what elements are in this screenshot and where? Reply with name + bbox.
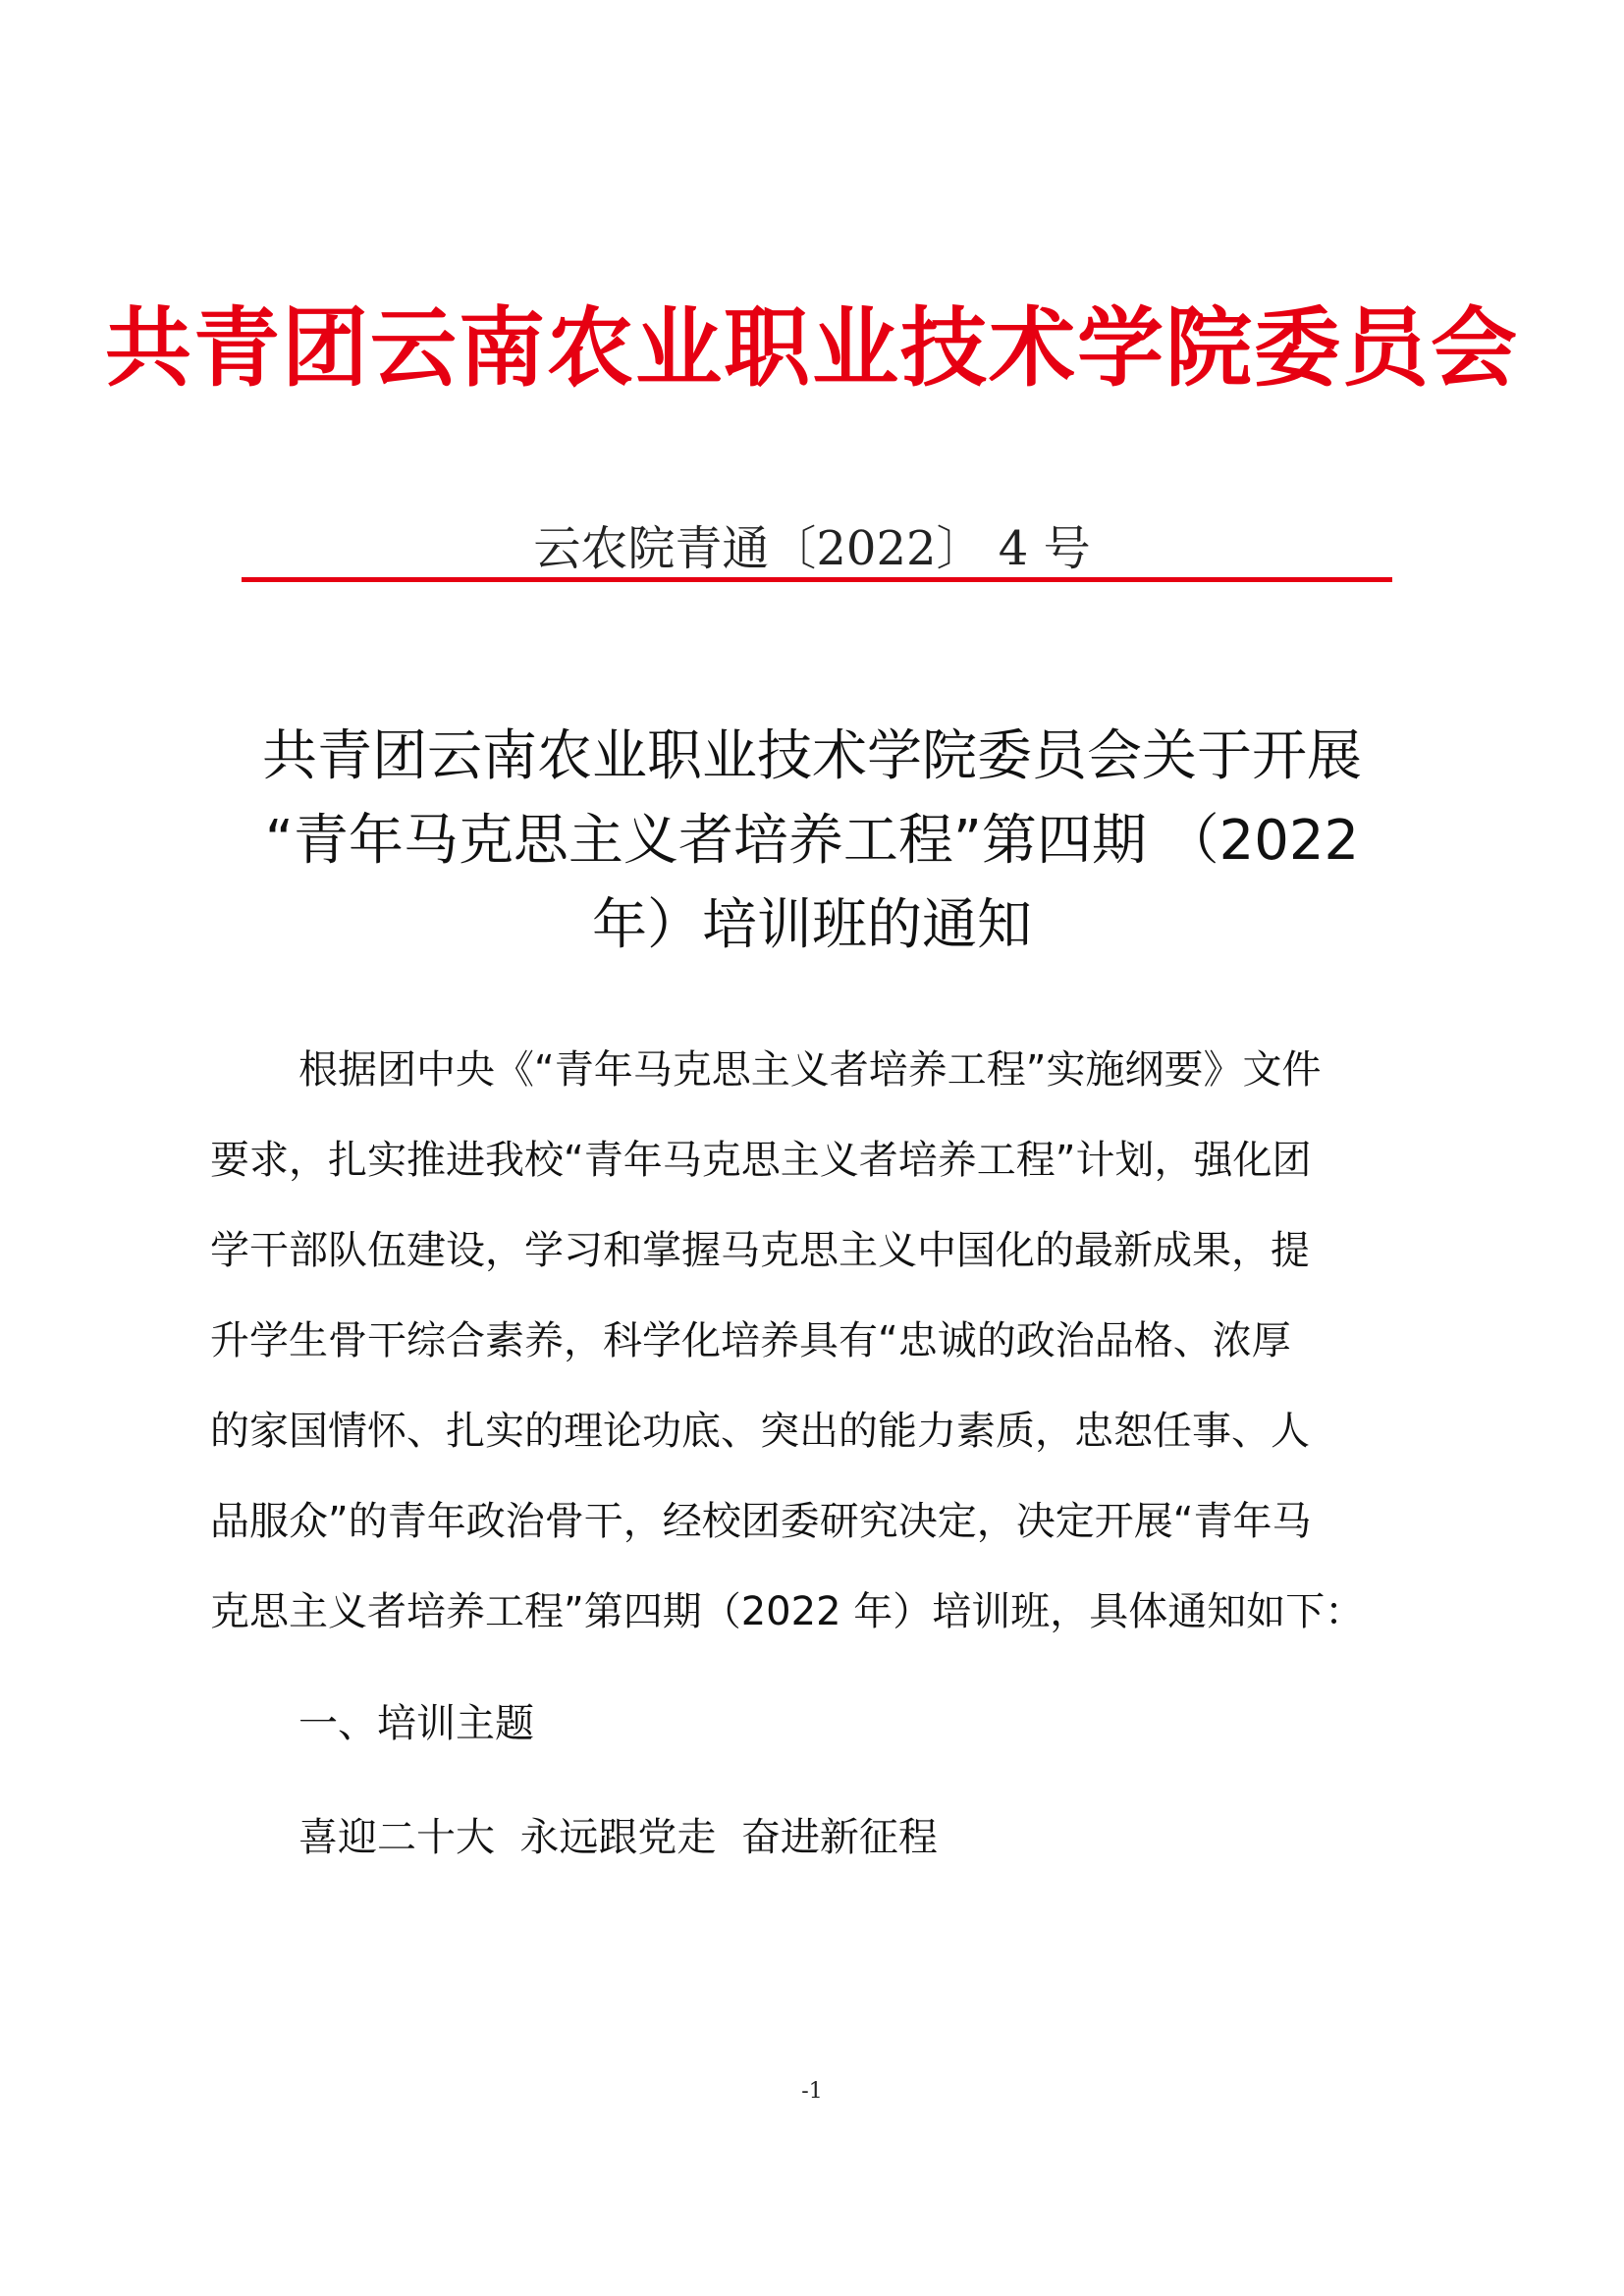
page-number: -1 bbox=[801, 2079, 823, 2104]
paragraph-line: 品服众”的青年政治骨干，经校团委研究决定，决定开展“青年马 bbox=[210, 1499, 1312, 1544]
paragraph-line: 克思主义者培养工程”第四期（2022 年）培训班，具体通知如下： bbox=[210, 1589, 1365, 1634]
training-theme-text: 喜迎二十大 永远跟党走 奋进新征程 bbox=[298, 1815, 938, 1860]
section-heading-training-theme: 一、培训主题 bbox=[298, 1701, 534, 1746]
body-paragraph bbox=[210, 1025, 1428, 1657]
paragraph-line: 的家国情怀、扎实的理论功底、突出的能力素质，忠恕任事、人 bbox=[210, 1409, 1310, 1454]
title-line: “青年马克思主义者培养工程”第四期 （2022 bbox=[264, 809, 1360, 873]
paragraph-line: 升学生骨干综合素养，科学化培养具有“忠诚的政治品格、浓厚 bbox=[210, 1318, 1291, 1363]
paragraph-line: 根据团中央《“青年马克思主义者培养工程”实施纲要》文件 bbox=[298, 1047, 1322, 1093]
title-line: 年）培训班的通知 bbox=[592, 893, 1032, 957]
paragraph-line: 要求，扎实推进我校“青年马克思主义者培养工程”计划，强化团 bbox=[210, 1138, 1312, 1183]
paragraph-line: 学干部队伍建设，学习和掌握马克思主义中国化的最新成果，提 bbox=[210, 1228, 1310, 1273]
title-line: 共青团云南农业职业技术学院委员会关于开展 bbox=[262, 724, 1362, 788]
document-number: 云农院青通〔2022〕 4 号 bbox=[533, 521, 1091, 576]
red-divider-line bbox=[242, 577, 1392, 582]
issuing-organization-header: 共青团云南农业职业技术学院委员会 bbox=[104, 296, 1519, 399]
notice-title bbox=[196, 715, 1428, 968]
